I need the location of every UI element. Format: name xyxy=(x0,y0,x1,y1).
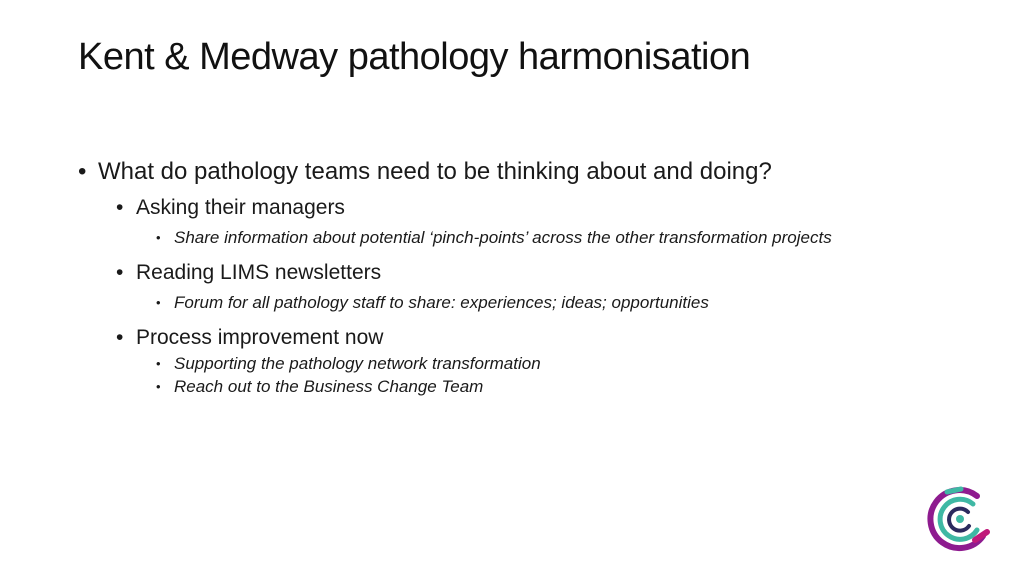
bullet-level3-share-info xyxy=(78,226,998,249)
bullet-list xyxy=(78,156,998,398)
bullet-text: What do pathology teams need to be thinking about and doing? xyxy=(98,158,772,185)
bullet-text: Reading LIMS newsletters xyxy=(136,261,382,284)
bullet-glyph: • xyxy=(156,230,161,245)
bullet-glyph: • xyxy=(156,379,161,394)
slide-title: Kent & Medway pathology harmonisation xyxy=(78,36,751,78)
bullet-level2-managers xyxy=(78,194,998,222)
bullet-glyph: • xyxy=(116,196,124,219)
bullet-level3-reach-out xyxy=(78,375,998,398)
bullet-text: Forum for all pathology staff to share: experiences; ideas; opportunities xyxy=(174,293,709,312)
bullet-level2-process xyxy=(78,324,998,352)
bullet-level2-lims xyxy=(78,259,998,287)
bullet-text: Asking their managers xyxy=(136,196,345,219)
bullet-text: Share information about potential ‘pinch-points’ across the other transformation projects xyxy=(174,228,832,247)
bullet-glyph: • xyxy=(116,261,124,284)
bullet-glyph: • xyxy=(78,158,87,185)
bullet-text: Reach out to the Business Change Team xyxy=(174,377,484,396)
bullet-text: Process improvement now xyxy=(136,326,384,349)
bullet-glyph: • xyxy=(156,295,161,310)
bullet-level3-supporting xyxy=(78,352,998,375)
network-logo-icon xyxy=(925,484,995,554)
bullet-glyph: • xyxy=(116,326,124,349)
bullet-level3-forum xyxy=(78,291,998,314)
bullet-level1-main xyxy=(78,156,998,188)
bullet-glyph: • xyxy=(156,356,161,371)
bullet-text: Supporting the pathology network transformation xyxy=(174,354,541,373)
